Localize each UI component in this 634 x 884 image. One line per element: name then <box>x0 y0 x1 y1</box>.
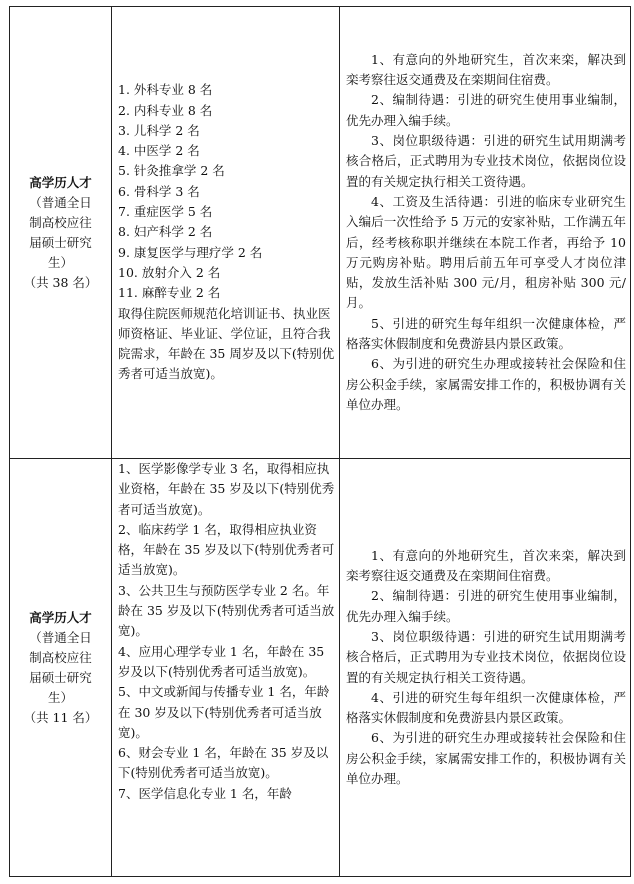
category-line: 制高校应往 <box>29 214 92 230</box>
category-line: 生） <box>47 254 73 270</box>
position-item: 11. 麻醉专业 2 名 <box>118 285 221 301</box>
category-title: 高学历人才 <box>29 174 92 190</box>
position-item: 10. 放射介入 2 名 <box>118 264 221 280</box>
position-item: 7. 重症医学 5 名 <box>118 204 213 220</box>
position-item: 4. 中医学 2 名 <box>118 143 200 159</box>
category-line: （普通全日 <box>29 194 92 210</box>
category-line: 制高校应往 <box>29 649 92 665</box>
position-item: 3、公共卫生与预防医学专业 2 名。年龄在 35 岁及以下(特别优秀者可适当放宽)。 <box>118 582 335 639</box>
table-row <box>10 7 631 459</box>
position-item: 8. 妇产科学 2 名 <box>118 224 213 240</box>
recruitment-table <box>9 6 631 877</box>
category-title: 高学历人才 <box>29 609 92 625</box>
benefit-paragraph: 1、有意向的外地研究生，首次来栾，解决到栾考察往返交通费及在栾期间住宿费。 <box>346 51 626 88</box>
benefit-paragraph: 3、岗位职级待遇：引进的研究生试用期满考核合格后，正式聘用为专业技术岗位，依据岗位设置的有关规定执行相关工资待遇。 <box>346 133 626 189</box>
benefit-paragraph: 6、为引进的研究生办理或接转社会保险和住房公积金手续，家属需安排工作的，积极协调有关单位办理。 <box>346 356 626 412</box>
category-count: （共 38 名） <box>23 274 98 290</box>
benefit-paragraph: 6、为引进的研究生办理或接转社会保险和住房公积金手续，家属需安排工作的，积极协调有关单位办理。 <box>346 730 626 786</box>
benefit-paragraph: 4、引进的研究生每年组织一次健康体检，严格落实休假制度和免费游县内景区政策。 <box>346 689 626 726</box>
position-item: 2. 内科专业 8 名 <box>118 102 213 118</box>
category-count: （共 11 名） <box>23 709 98 725</box>
position-item: 7、医学信息化专业 1 名，年龄 <box>118 785 292 801</box>
category-line: 届硕士研究 <box>29 669 92 685</box>
position-item: 5. 针灸推拿学 2 名 <box>118 163 225 179</box>
benefit-paragraph: 2、编制待遇：引进的研究生使用事业编制，优先办理入编手续。 <box>346 92 626 128</box>
position-item: 6. 骨科学 3 名 <box>118 183 200 199</box>
position-item: 3. 儿科学 2 名 <box>118 122 200 138</box>
table-row <box>10 459 631 877</box>
benefit-paragraph: 2、编制待遇：引进的研究生使用事业编制，优先办理入编手续。 <box>346 588 626 624</box>
benefit-paragraph: 3、岗位职级待遇：引进的研究生试用期满考核合格后，正式聘用为专业技术岗位，依据岗位设置的有关规定执行相关工资待遇。 <box>346 628 626 685</box>
positions-cell <box>112 7 340 459</box>
benefits-cell <box>340 7 631 459</box>
requirement-text: 取得住院医师规范化培训证书、执业医师资格证、毕业证、学位证，且符合我院需求，年龄在 35 周岁及以下(特别优秀者可适当放宽)。 <box>118 305 335 382</box>
position-item: 2、临床药学 1 名，取得相应执业资格，年龄在 35 岁及以下(特别优秀者可适当放宽)。 <box>118 521 335 578</box>
position-item: 6、财会专业 1 名，年龄在 35 岁及以下(特别优秀者可适当放宽)。 <box>118 745 329 781</box>
benefit-paragraph: 1、有意向的外地研究生，首次来栾，解决到栾考察往返交通费及在栾期间住宿费。 <box>346 547 626 584</box>
category-cell <box>10 7 112 459</box>
position-item: 1、医学影像学专业 3 名，取得相应执业资格，年龄在 35 岁及以下(特别优秀者可适当放宽)。 <box>118 461 335 517</box>
benefit-paragraph: 4、工资及生活待遇：引进的临床专业研究生入编后一次性给予 5 万元的安家补贴，工作满五年后，经考核称职并继续在本院工作者，再给予 10 万元购房补贴。聘用后前五年可享受人才岗位津贴，发放生活补贴 300 元/月，租房补贴 300 元/月。 <box>346 193 626 311</box>
position-item: 5、中文或新闻与传播专业 1 名，年龄在 30 岁及以下(特别优秀者可适当放宽)。 <box>118 684 330 740</box>
category-line: 届硕士研究 <box>29 234 92 250</box>
category-cell <box>10 459 112 877</box>
category-line: 生） <box>47 689 73 705</box>
positions-cell <box>112 459 340 877</box>
benefits-cell <box>340 459 631 877</box>
position-item: 9. 康复医学与理疗学 2 名 <box>118 244 263 260</box>
position-item: 1. 外科专业 8 名 <box>118 82 213 98</box>
benefit-paragraph: 5、引进的研究生每年组织一次健康体检，严格落实休假制度和免费游县内景区政策。 <box>346 315 626 351</box>
position-item: 4、应用心理学专业 1 名，年龄在 35 岁及以下(特别优秀者可适当放宽)。 <box>118 643 325 679</box>
category-line: （普通全日 <box>29 629 92 645</box>
